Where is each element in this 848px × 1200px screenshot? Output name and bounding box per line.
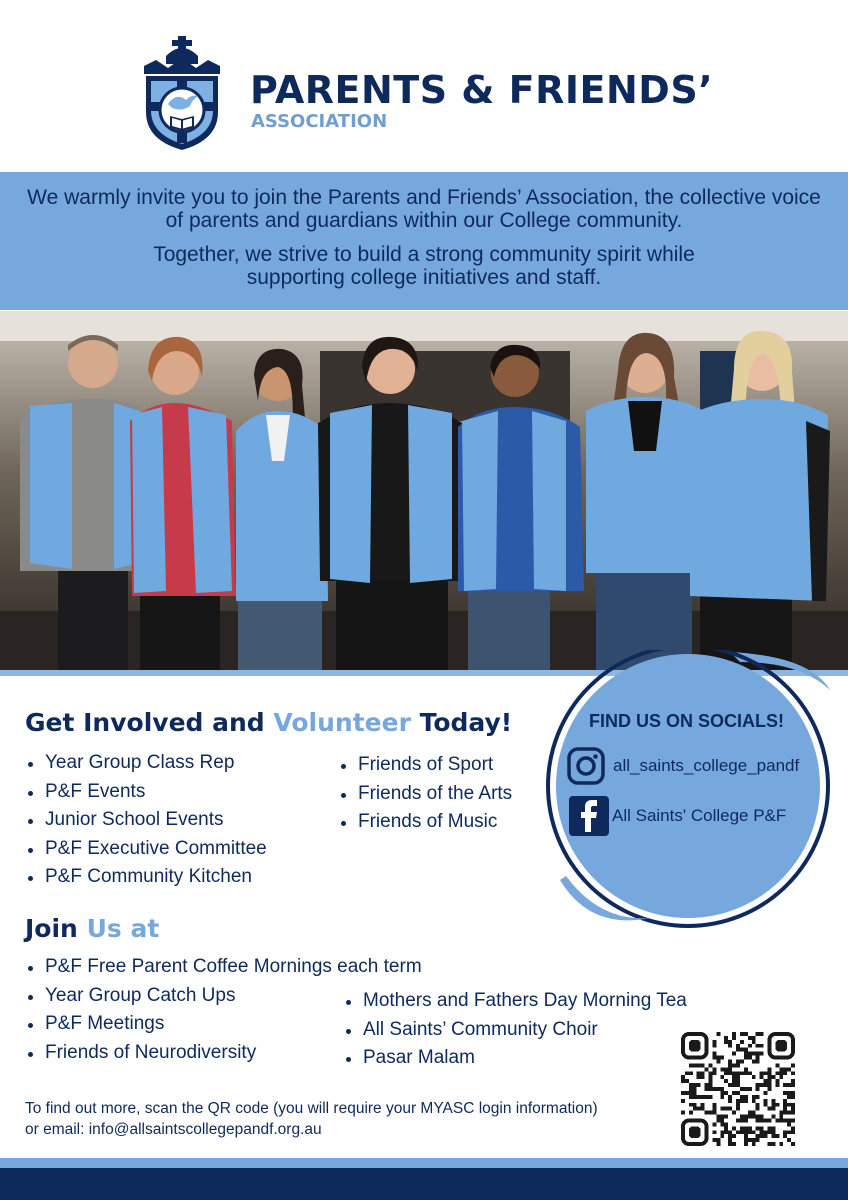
page-title: PARENTS & FRIENDS’ [250, 68, 714, 112]
socials-title: FIND US ON SOCIALS! [589, 711, 785, 731]
facebook-page-name[interactable]: All Saints' College P&F [612, 806, 787, 825]
page-subtitle: ASSOCIATION [251, 111, 388, 132]
instagram-icon[interactable] [566, 746, 606, 786]
list-item: P&F Executive Committee [25, 835, 267, 864]
volunteer-heading-part3: Today! [410, 708, 513, 737]
contact-email[interactable]: or email: info@allsaintscollegepandf.org.au [25, 1121, 322, 1138]
volunteer-heading [25, 708, 512, 737]
volunteer-heading-part1: Get Involved and [25, 708, 274, 737]
list-item: All Saints’ Community Choir [343, 1016, 687, 1045]
qr-code-icon[interactable] [681, 1032, 795, 1146]
instagram-handle[interactable]: all_saints_college_pandf [613, 756, 800, 775]
footer-band-dark [0, 1168, 848, 1200]
list-item: P&F Free Parent Coffee Mornings each term [25, 953, 422, 982]
facebook-icon[interactable] [569, 796, 609, 836]
list-item: Friends of Music [338, 808, 512, 837]
intro-paragraph-1: We warmly invite you to join the Parents and Friends’ Association, the collective voice of parents and guardians within our College community. [27, 186, 821, 232]
list-item: Year Group Catch Ups [25, 982, 422, 1011]
list-item: Friends of Sport [338, 751, 512, 780]
list-item: P&F Events [25, 778, 267, 807]
volunteer-list-left [25, 749, 267, 892]
list-item: P&F Meetings [25, 1010, 422, 1039]
intro-paragraph-2: Together, we strive to build a strong community spirit while supporting college initiatives and staff. [153, 243, 695, 289]
list-item: Year Group Class Rep [25, 749, 267, 778]
volunteers-group-photo [0, 311, 848, 670]
intro-banner [0, 172, 848, 310]
footer-band-light [0, 1158, 848, 1168]
list-item: Pasar Malam [343, 1044, 687, 1073]
contact-line-1: To find out more, scan the QR code (you will require your MYASC login information) [25, 1100, 598, 1117]
list-item: P&F Community Kitchen [25, 863, 267, 892]
join-list-right [343, 987, 687, 1073]
socials-circle [530, 650, 848, 930]
join-heading [25, 914, 159, 943]
join-heading-part1: Join [25, 914, 87, 943]
volunteer-heading-highlight: Volunteer [273, 708, 411, 737]
list-item: Junior School Events [25, 806, 267, 835]
list-item: Mothers and Fathers Day Morning Tea [343, 987, 687, 1016]
list-item: Friends of the Arts [338, 780, 512, 809]
volunteer-list-right [338, 751, 512, 837]
join-heading-highlight: Us at [86, 914, 160, 943]
list-item: Friends of Neurodiversity [25, 1039, 422, 1068]
school-crest-icon [142, 34, 222, 152]
contact-info [25, 1098, 598, 1140]
